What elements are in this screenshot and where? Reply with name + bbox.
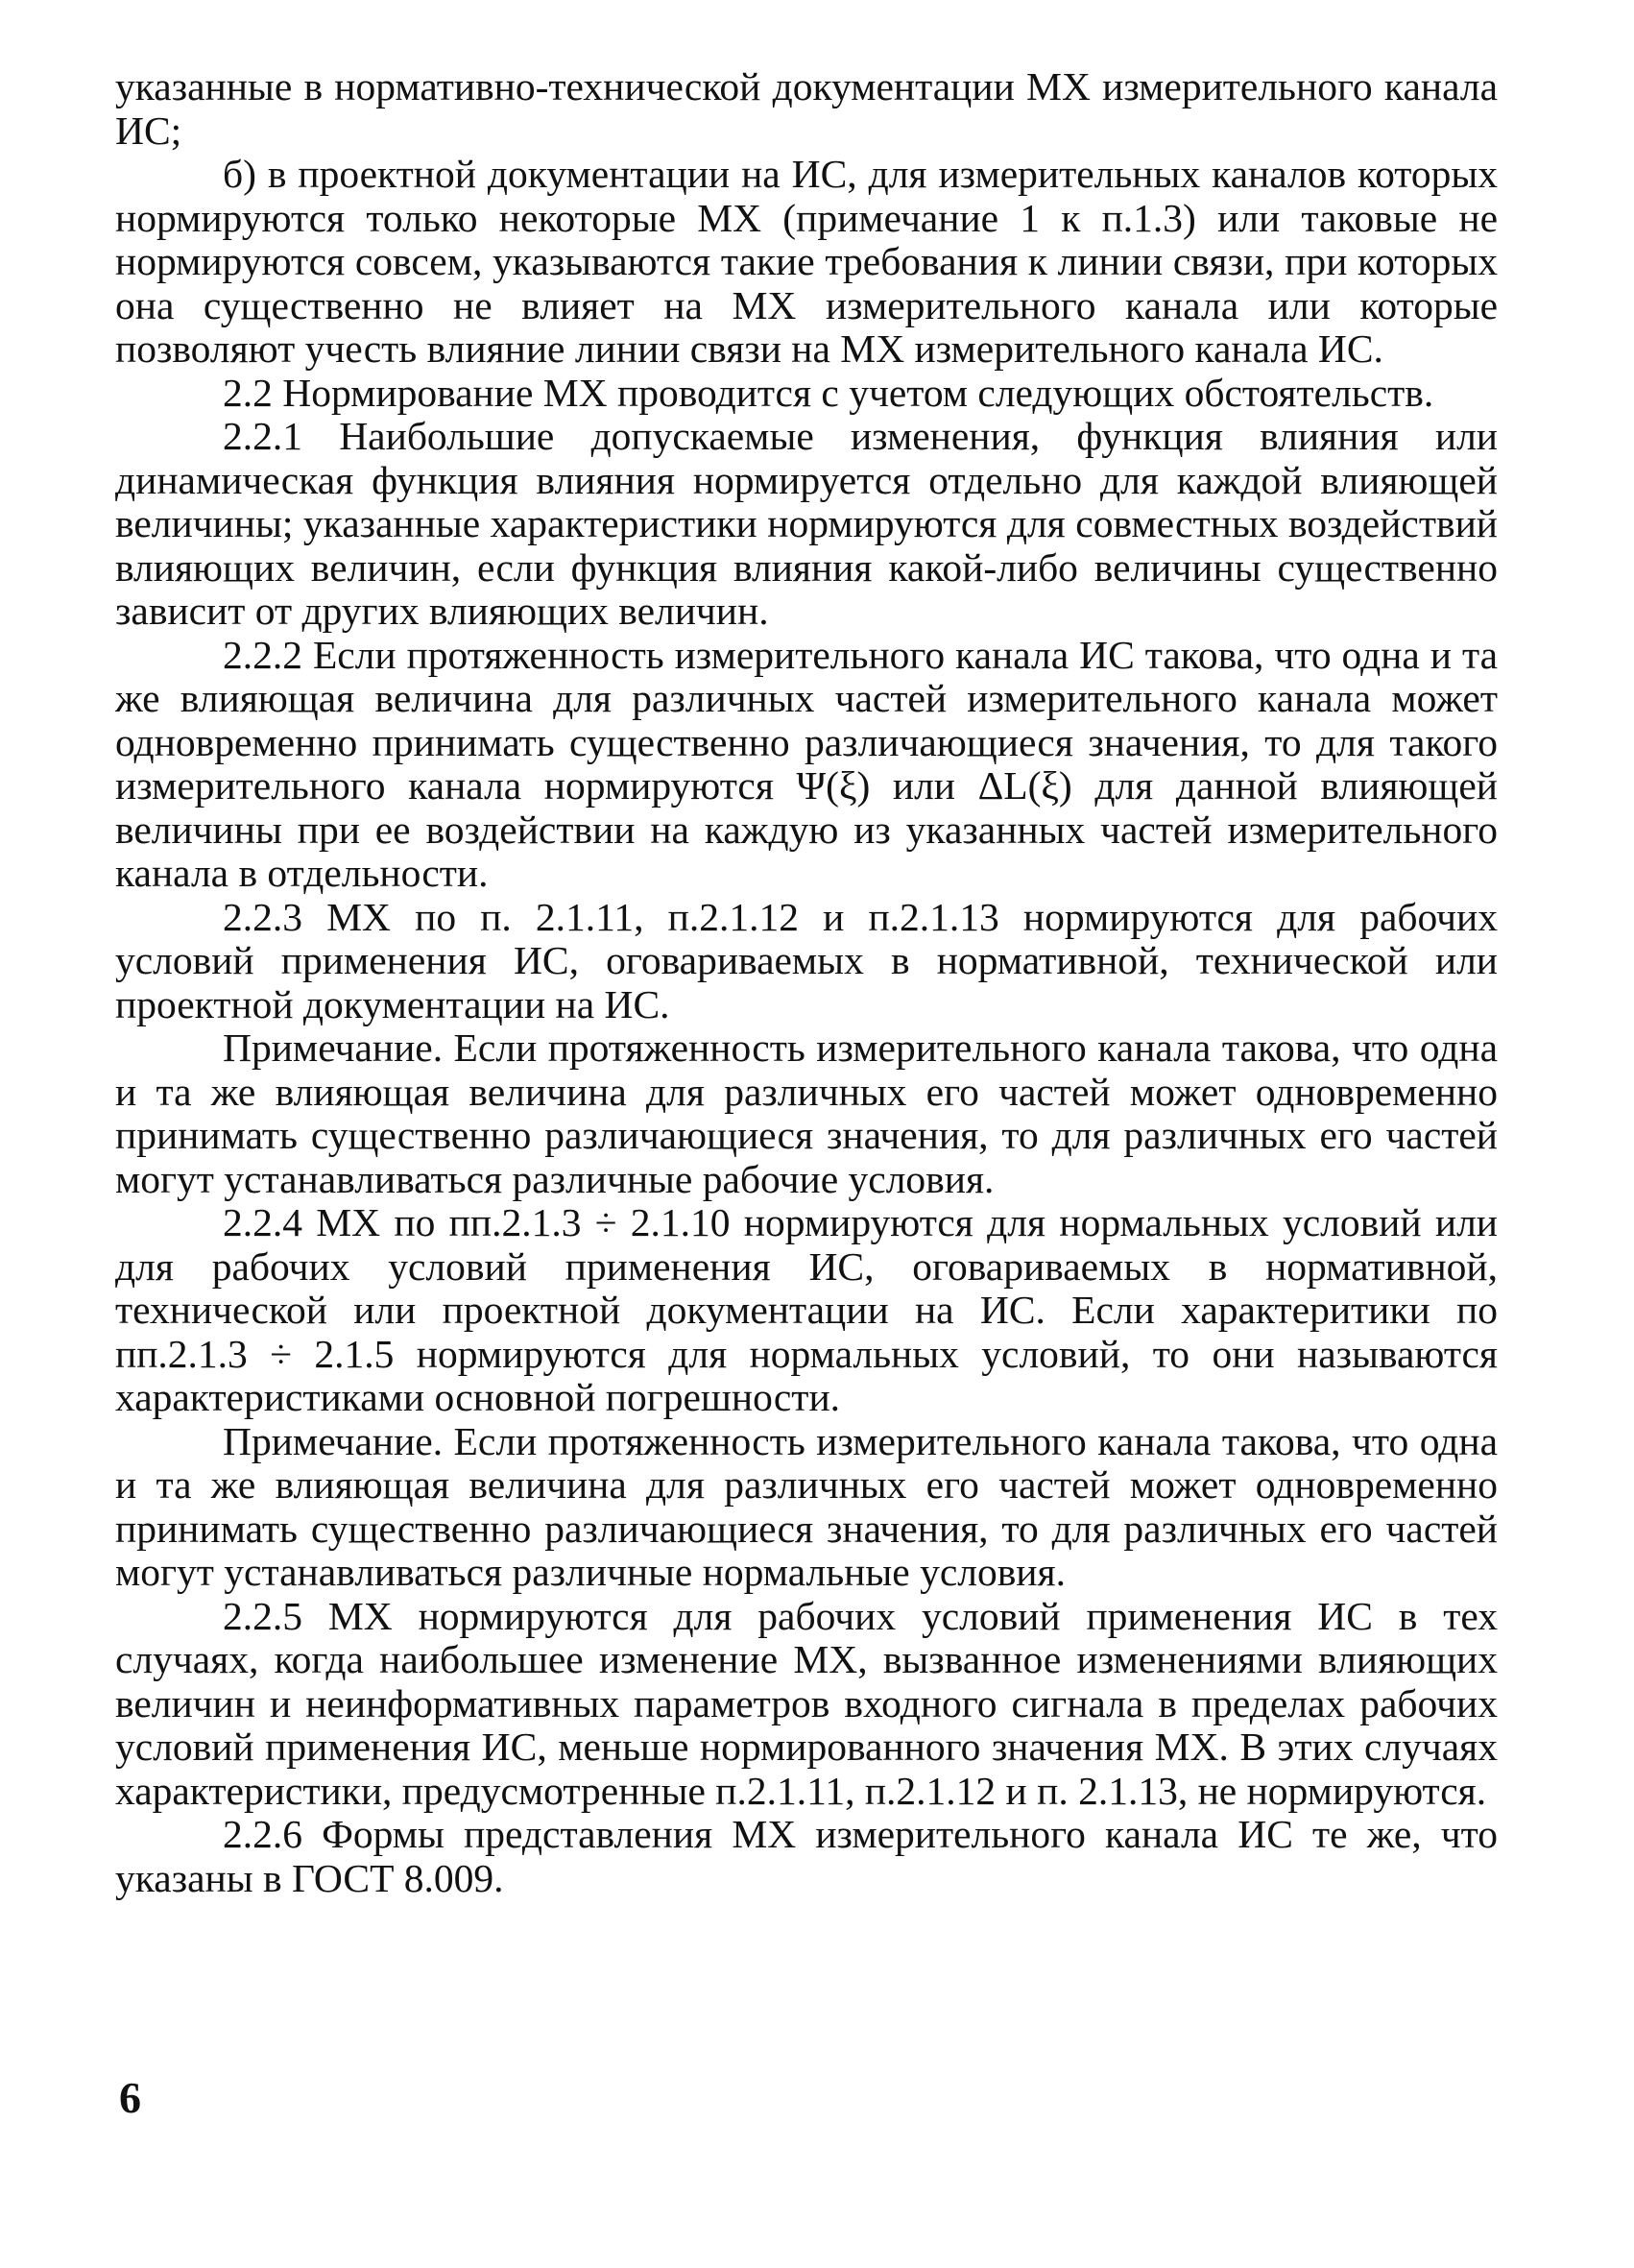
- paragraph-2-2-5: 2.2.5 МХ нормируются для рабочих условий применения ИС в тех случаях, когда наибольшее изменение МХ, вызванное изменениями влияющих величин и неинформативных параметров входного сигнала в пределах рабочих условий применения ИС, меньше нормированного значения МХ. В этих случаях характеристики, предусмотренные п.2.1.11, п.2.1.12 и п. 2.1.13, не нормируются.: [115, 1593, 1498, 1813]
- paragraph-item-b: б) в проектной документации на ИС, для измерительных каналов которых нормируются только некоторые МХ (примечание 1 к п.1.3) или таковые не нормируются совсем, указываются такие требования к линии связи, при которых она существенно не влияет на МХ измерительного канала или которые позволяют учесть влияние линии связи на МХ измерительного канала ИС.: [115, 152, 1498, 371]
- note-1: Примечание. Если протяженность измерительного канала такова, что одна и та же влияющая величина для различных его частей может одновременно принимать существенно различающиеся значения, то для различных его частей могут устанавливаться различные рабочие условия.: [115, 1025, 1498, 1201]
- paragraph-2-2-1: 2.2.1 Наибольшие допускаемые изменения, функция влияния или динамическая функция влияния нормируется отдельно для каждой влияющей величины; указанные характеристики нормируются для совместных воздействий влияющих величин, если функция влияния какой-либо величины существенно зависит от других влияющих величин.: [115, 414, 1498, 633]
- paragraph-2-2-2: 2.2.2 Если протяженность измерительного канала ИС такова, что одна и та же влияющая величина для различных частей измерительного канала может одновременно принимать существенно различающиеся значения, то для такого измерительного канала нормируются Ψ(ξ) или ΔL(ξ) для данной влияющей величины при ее воздействии на каждую из указанных частей измерительного канала в отдельности.: [115, 632, 1498, 895]
- paragraph-2-2-6: 2.2.6 Формы представления МХ измерительного канала ИС те же, что указаны в ГОСТ 8.009.: [115, 1812, 1498, 1900]
- paragraph-continuation: указанные в нормативно-технической документации МХ измерительного канала ИС;: [115, 64, 1498, 153]
- paragraph-2-2-4: 2.2.4 МХ по пп.2.1.3 ÷ 2.1.10 нормируются для нормальных условий или для рабочих условий применения ИС, оговариваемых в нормативной, технической или проектной документации на ИС. Если характеритики по пп.2.1.3 ÷ 2.1.5 нормируются для нормальных условий, то они называются характеристиками основной погрешности.: [115, 1200, 1498, 1419]
- document-page: [115, 65, 1498, 1900]
- paragraph-2-2: 2.2 Нормирование МХ проводится с учетом следующих обстоятельств.: [223, 370, 1434, 415]
- page-number: 6: [119, 2073, 141, 2122]
- paragraph-2-2-3: 2.2.3 МХ по п. 2.1.11, п.2.1.12 и п.2.1.13 нормируются для рабочих условий применения ИС, оговариваемых в нормативной, технической или проектной документации на ИС.: [115, 894, 1498, 1026]
- note-2: Примечание. Если протяженность измерительного канала такова, что одна и та же влияющая величина для различных его частей может одновременно принимать существенно различающиеся значения, то для различных его частей могут устанавливаться различные нормальные условия.: [115, 1418, 1498, 1594]
